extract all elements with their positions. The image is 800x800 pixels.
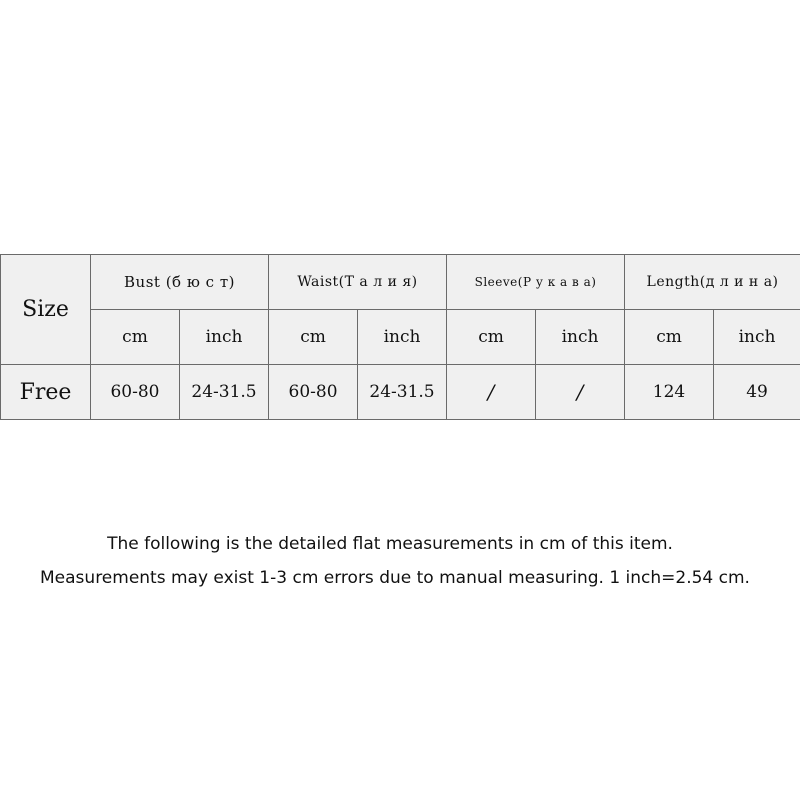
sleeve-inch-unit: inch	[536, 310, 625, 365]
waist-header-cell: Waist(Т а л и я)	[269, 255, 447, 310]
bust-inch-value: 24-31.5	[180, 365, 269, 420]
table-row	[1, 365, 800, 420]
bust-cm-value: 60-80	[91, 365, 180, 420]
bust-inch-unit: inch	[180, 310, 269, 365]
note-line-measurement-errors: Measurements may exist 1-3 cm errors due to manual measuring. 1 inch=2.54 cm.	[40, 568, 750, 588]
waist-cm-value: 60-80	[269, 365, 358, 420]
sleeve-cm-value: /	[447, 365, 536, 420]
waist-inch-value: 24-31.5	[358, 365, 447, 420]
length-inch-unit: inch	[714, 310, 800, 365]
length-inch-value: 49	[714, 365, 800, 420]
bust-cm-unit: cm	[91, 310, 180, 365]
note-line-flat-measurements: The following is the detailed flat measurements in cm of this item.	[107, 534, 673, 554]
sleeve-header-cell: Sleeve(Р у к а в а)	[447, 255, 625, 310]
waist-inch-unit: inch	[358, 310, 447, 365]
bust-header-cell: Bust (б ю с т)	[91, 255, 269, 310]
waist-cm-unit: cm	[269, 310, 358, 365]
length-cm-value: 124	[625, 365, 714, 420]
size-value-cell: Free	[1, 365, 91, 420]
measurement-notes	[0, 527, 800, 595]
size-header-cell: Size	[1, 255, 91, 365]
length-cm-unit: cm	[625, 310, 714, 365]
length-header-cell: Length(д л и н а)	[625, 255, 800, 310]
group-header-row	[1, 255, 800, 310]
sleeve-cm-unit: cm	[447, 310, 536, 365]
sleeve-inch-value: /	[536, 365, 625, 420]
size-chart-table	[0, 254, 800, 420]
unit-header-row	[1, 310, 800, 365]
